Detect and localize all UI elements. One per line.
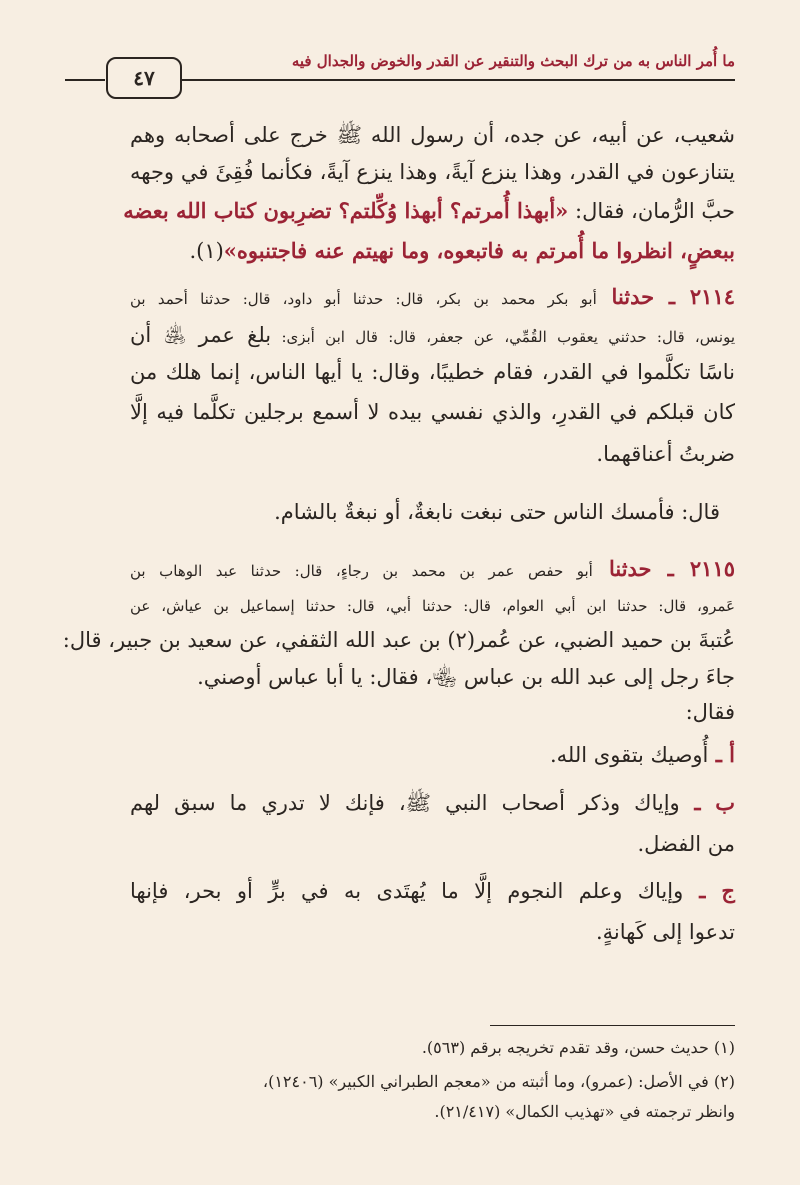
footnote: (١) حديث حسن، وقد تقدم تخريجه برقم (٥٦٣). [421, 1038, 735, 1057]
text-line [130, 664, 735, 695]
header-rule-left [65, 79, 105, 81]
text-line [130, 238, 735, 263]
text-line [130, 122, 735, 153]
highlighted-text: ببعضٍ، انظروا ما أُمرتم به فاتبعوه، وما نهيتم عنه فاجتنبوه» [223, 238, 735, 263]
text-line [130, 878, 735, 903]
text-segment: بلغ عمر ﵁ أن [130, 323, 272, 347]
text-line [130, 400, 735, 424]
text-line [123, 198, 735, 223]
text-segment: أبو حفص عمر بن محمد بن رجاءٍ، قال: حدثنا عبد الوهاب بن [130, 562, 593, 580]
text-segment: جاءَ رجل إلى عبد الله بن عباس ﵄، فقال: يا أبا عباس أوصني. [197, 665, 735, 689]
text-line [130, 322, 735, 353]
text-line [130, 442, 735, 466]
highlighted-text: أ ـ [708, 742, 735, 767]
text-segment: عَمرو، قال: حدثنا ابن أبي العوام، قال: حدثنا أبي، قال: حدثنا إسماعيل بن عياش، عن [130, 597, 735, 615]
page-number: ٤٧ [106, 57, 182, 99]
header-rule [180, 79, 735, 81]
text-segment: قال: فأمسك الناس حتى نبغت نابغةٌ، أو نبغةٌ بالشام. [274, 500, 720, 524]
text-segment: ناسًا تكلَّموا في القدر، فقام خطيبًا، وقال: يا أيها الناس، إنما هلك من [130, 360, 735, 384]
text-line [130, 360, 735, 384]
text-line [130, 556, 735, 581]
text-segment: أُوصيك بتقوى الله. [549, 743, 709, 767]
text-line [130, 592, 735, 616]
hadith-number: ٢١١٤ ـ حدثنا [596, 284, 736, 309]
footnote: وانظر ترجمته في «تهذيب الكمال» (٢١/٤١٧). [434, 1102, 735, 1121]
text-segment: وإياك وذكر أصحاب النبي ﷺ، فإنك لا تدري ما سبق لهم [130, 791, 680, 815]
text-line [62, 628, 735, 652]
text-line [130, 284, 735, 309]
text-segment: وإياك وعلم النجوم إلَّا ما يُهتَدى به في برٍّ أو بحر، فإنها [130, 879, 684, 903]
text-segment: كان قبلكم في القدرِ، والذي نفسي بيده لا أسمع برجلين تكلَّما فيه إلَّا [130, 400, 735, 424]
text-segment: يتنازعون في القدر، وهذا ينزع آيةً، وهذا ينزع آيةً، فكأنما فُقِئَ في وجهه [130, 160, 735, 184]
text-segment: (١). [189, 239, 224, 263]
hadith-number: ٢١١٥ ـ حدثنا [592, 556, 736, 581]
text-line [130, 832, 735, 856]
text-segment: يونس، قال: حدثني يعقوب القُمِّي، عن جعفر، قال: قال ابن أبزى: [271, 328, 735, 346]
text-segment: من الفضل. [637, 832, 735, 856]
text-line [130, 742, 735, 767]
text-line [130, 160, 735, 184]
highlighted-text: «أبهذا أُمرتم؟ أبهذا وُكِّلتم؟ تضرِبون كتاب الله بعضه [123, 198, 569, 223]
chapter-title: ما أُمر الناس به من ترك البحث والتنقير عن القدر والخوض والجدال فيه [291, 52, 735, 70]
footnote-rule [490, 1025, 735, 1026]
text-line [130, 920, 735, 944]
text-line [130, 500, 720, 524]
text-segment: فقال: [685, 700, 735, 724]
text-segment: حبَّ الرُّمان، فقال: [568, 199, 735, 223]
text-segment: أبو بكر محمد بن بكر، قال: حدثنا أبو داود، قال: حدثنا أحمد بن [130, 290, 597, 308]
text-segment: تدعوا إلى كَهانةٍ. [595, 920, 735, 944]
footnote: (٢) في الأصل: (عمرو)، وما أثبته من «معجم الطبراني الكبير» (١٢٤٠٦)، [262, 1072, 735, 1091]
text-segment: شعيب، عن أبيه، عن جده، أن رسول الله ﷺ خرج على أصحابه وهم [130, 123, 735, 147]
text-segment: ضربتُ أعناقهما. [596, 442, 735, 466]
text-line [130, 700, 735, 724]
text-segment: عُتبةَ بن حميد الضبي، عن عُمر(٢) بن عبد الله الثقفي، عن سعيد بن جبير، قال: [62, 628, 735, 652]
text-line [130, 790, 735, 821]
highlighted-text: ب ـ [679, 790, 735, 815]
highlighted-text: ج ـ [683, 878, 735, 903]
